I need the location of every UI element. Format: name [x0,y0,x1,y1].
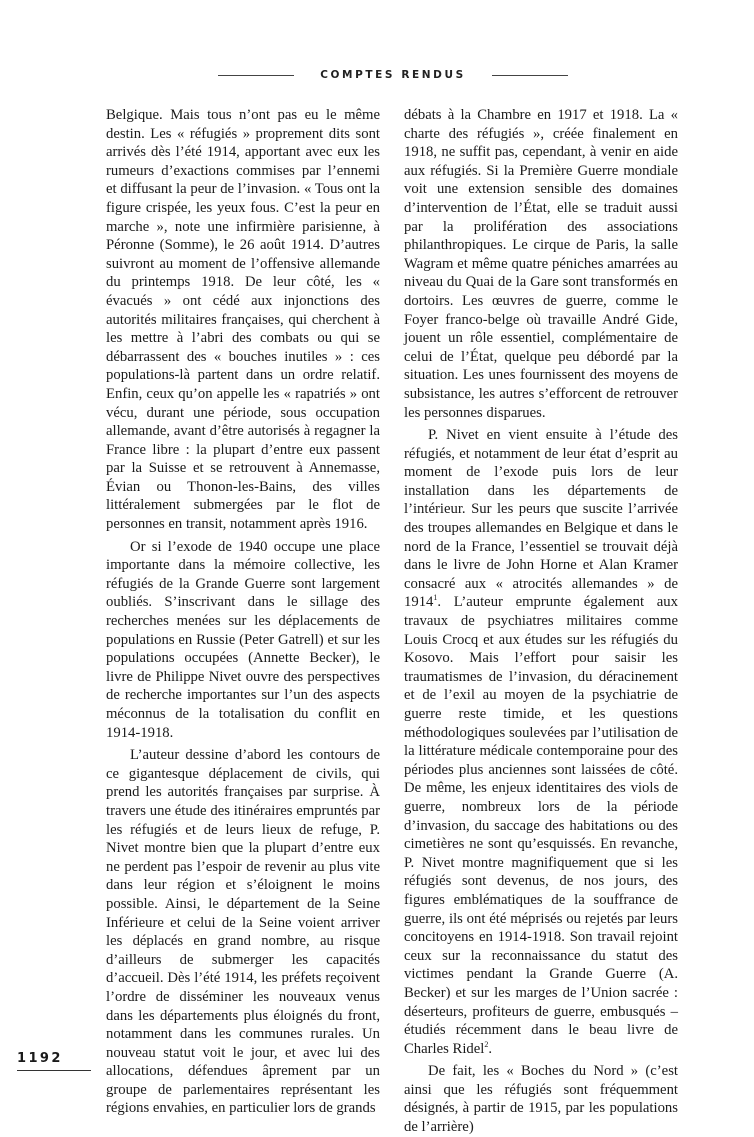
paragraph: De fait, les « Boches du Nord » (c’est ainsi que les réfugiés sont fréquemment désignés, à partir de 1915, par les populations de l’arrière) [404,1063,678,1136]
page-number: 1192 [17,1051,91,1071]
footnote-ref[interactable]: 2 [484,1039,489,1049]
running-header [218,66,568,84]
paragraph-text: . L’auteur emprunte également aux travaux de psychiatres militaires comme Louis Crocq et aux études sur les réfugiés du Kosovo. Mais l’effort pour saisir les traumatismes de l’invasion, du déracinement et de l’exil au moyen de la psychiatrie de guerre reste timide, et les questions méthodologiques soulevées par l’utilisation de la littérature médicale contemporaine pour des périodes plus anciennes sont laissées de côté. De même, les enjeux identitaires des viols de guerre, nombreux lors de la période d’invasion, du saccage des habitations ou des cimetières ne sont qu’esquissés. En revanche, P. Nivet montre magnifiquement que si les réfugiés sont devenus, de nos jours, des figures emblématiques de la souffrance de guerre, ils ont été méprisés ou rejetés par leurs concitoyens en 1914-1918. Son travail rejoint ceux sur la reconnaissance du statut des victimes pendant la Grande Guerre (A. Becker) et sur les marges de l’Union sacrée : déserteurs, profiteurs de guerre, embusqués – étudiés récemment dans le beau livre de Charles Ridel [404,594,678,1057]
header-rule-left [218,75,294,76]
paragraph: Belgique. Mais tous n’ont pas eu le même destin. Les « réfugiés » proprement dits sont arrivés dès l’été 1914, apportant avec eux les rumeurs d’exactions commises par l’ennemi et diffusant la peur de l’invasion. « Tous ont la figure crispée, les yeux fous. C’est la peur en marche », note une infirmière parisienne, à Péronne (Somme), le 26 août 1914. D’autres suivront au moment de l’offensive allemande du printemps 1918. De leur côté, les « évacués » ont cédé aux injonctions des autorités militaires françaises, qui cherchent à les mettre à l’abri des combats ou qui se débarrassent des « bouches inutiles » : ces populations-là partent dans un ordre relatif. Enfin, ceux qu’on appelle les « rapatriés » ont vécu, durant une période, sous occupation allemande, avant d’être autorisés à regagner la France libre : la plupart d’entre eux passent par la Suisse et se retrouvent à Annemasse, Évian ou Thonon-les-Bains, des villes littéralement submergées par le flot de personnes en transit, notamment après 1916. [106,107,380,533]
right-column [404,106,678,1137]
section-title: COMPTES RENDUS [320,69,466,81]
paragraph-text: . [488,1040,493,1057]
left-column [106,106,380,1118]
footnote-ref[interactable]: 1 [433,593,438,603]
paragraph [404,426,678,1058]
paragraph: débats à la Chambre en 1917 et 1918. La « charte des réfugiés », créée finalement en 1918, ne suffit pas, cependant, à venir en aide aux réfugiés. Si la Première Guerre mondiale voit une extension sensible des domaines d’intervention de l’État, elle se traduit aussi par la prolifération des associations philanthropiques. Le cirque de Paris, la salle Wagram et même quatre péniches amarrées au niveau du Quai de la Gare sont transformés en dortoirs. Les œuvres de guerre, comme le Foyer franco-belge où travaille André Gide, jouent un rôle essentiel, complémentaire de celui de l’État, quelque peu débordé par la situation. Les unes fournissent des moyens de subsistance, les autres s’efforcent de retrouver les personnes disparues. [404,107,678,421]
header-rule-right [492,75,568,76]
paragraph: L’auteur dessine d’abord les contours de ce gigantesque déplacement de civils, qui prend les autorités françaises par surprise. À travers une étude des itinéraires empruntés par les réfugiés et de leurs lieux de refuge, P. Nivet montre bien que la plupart d’entre eux ne perdent pas l’espoir de revenir au plus vite dans leur région et s’éloignent le moins possible. Ainsi, le département de la Seine Inférieure et celui de la Seine voient arriver les déplacés en grand nombre, au risque d’ailleurs de submerger les capacités d’accueil. Dès l’été 1914, les préfets reçoivent l’ordre de disséminer les nouveaux venus dans les départements plus éloignés du front, notamment dans les communes rurales. Un nouveau statut voit le jour, et avec lui des allocations, défendues âprement par un groupe de parlementaires représentant les régions envahies, en particulier lors de grands [106,747,380,1117]
paragraph-text: P. Nivet en vient ensuite à l’étude des réfugiés, et notamment de leur état d’esprit au moment de l’exode puis lors de leur installation dans les départements de l’intérieur. Sur les peurs que suscite l’arrivée des troupes allemandes en Belgique et dans le nord de la France, l’essentiel se trouvait déjà dans le livre de John Horne et Alan Kramer consacré aux « atrocités allemandes » de 1914 [404,427,678,611]
paragraph: Or si l’exode de 1940 occupe une place importante dans la mémoire collective, les réfugiés de la Grande Guerre sont largement oubliés. S’inscrivant dans le sillage des recherches menées sur les déplacements de populations en Russie (Peter Gatrell) et sur les populations occupées (Annette Becker), le livre de Philippe Nivet ouvre des perspectives de recherche importantes sur l’un des aspects méconnus de la totalisation du conflit en 1914-1918. [106,538,380,741]
